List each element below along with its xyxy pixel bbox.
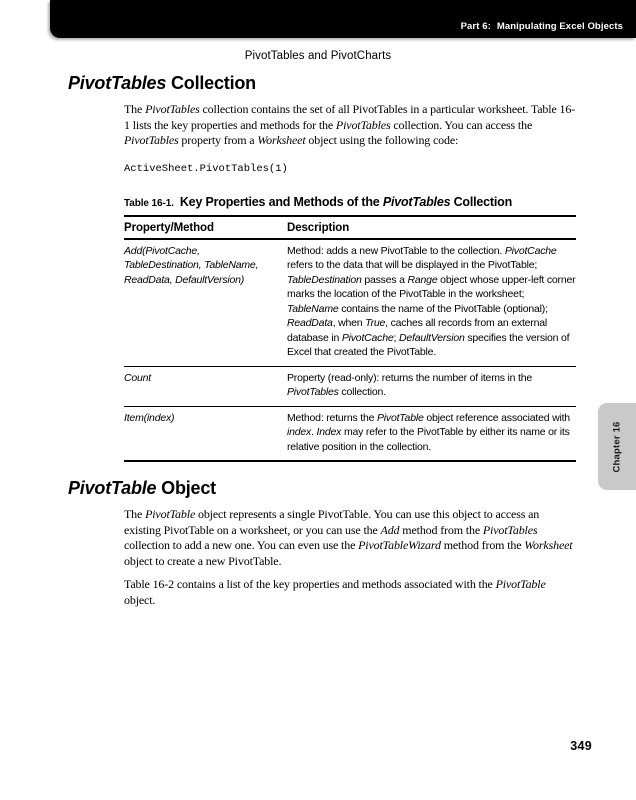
chapter-tab-label: Chapter 16 (611, 420, 623, 473)
table-caption-title: Key Properties and Methods of the PivotTables Collection (179, 194, 513, 209)
table-header-row (124, 217, 576, 240)
property-cell: Count (124, 371, 152, 384)
table-caption-label: Table 16-1. (124, 197, 174, 209)
property-cell: Item(index) (124, 411, 175, 424)
properties-methods-table (124, 215, 576, 463)
table-caption (124, 195, 636, 209)
property-cell: Add(PivotCache, TableDestination, TableName, ReadData, DefaultVersion) (124, 244, 259, 286)
section-heading-pivottable-object: PivotTable Object (68, 478, 216, 498)
page-number: 349 (570, 739, 592, 753)
part-number-label: Part 6: (460, 21, 491, 32)
description-cell: Property (read-only): returns the number of items in the PivotTables collection. (287, 371, 532, 398)
description-cell: Method: returns the PivotTable object reference associated with index. Index may refer to the PivotTable by either its name or its relative position in the collection. (287, 411, 570, 453)
table-row (124, 366, 576, 406)
code-sample: ActiveSheet.PivotTables(1) (124, 162, 288, 175)
body-paragraph: Table 16-2 contains a list of the key properties and methods associated with the PivotTable object. (124, 577, 546, 607)
body-paragraph: The PivotTables collection contains the set of all PivotTables in a particular worksheet. Table 16-1 lists the key properties and methods for the PivotTables collection. You can access the PivotTables property from a Worksheet object using the following code: (124, 102, 576, 147)
description-cell: Method: adds a new PivotTable to the collection. PivotCache refers to the data that will be displayed in the PivotTable; TableDestination passes a Range object whose upper-left corner marks the location of the PivotTable in the worksheet; TableName contains the name of the PivotTable (optional); ReadData, when True, caches all records from an external database in PivotCache; DefaultVersion specifies the version of Excel that created the PivotTable. (287, 244, 576, 358)
part-title-label: Manipulating Excel Objects (496, 21, 623, 32)
chapter-tab (598, 403, 636, 490)
running-chapter-title: PivotTables and PivotCharts (244, 50, 392, 62)
table-row (124, 406, 576, 461)
column-header-description: Description (287, 221, 350, 234)
table-row (124, 240, 576, 366)
body-paragraph: The PivotTable object represents a single PivotTable. You can use this object to access an existing PivotTable on a worksheet, or you can use the Add method from the PivotTables collection to add a new one. You can even use the PivotTableWizard method from the Worksheet object to create a new PivotTable. (124, 507, 573, 568)
section-heading-pivottables-collection: PivotTables Collection (68, 73, 256, 93)
part-header-bar (50, 0, 636, 38)
column-header-property-method: Property/Method (124, 221, 214, 234)
